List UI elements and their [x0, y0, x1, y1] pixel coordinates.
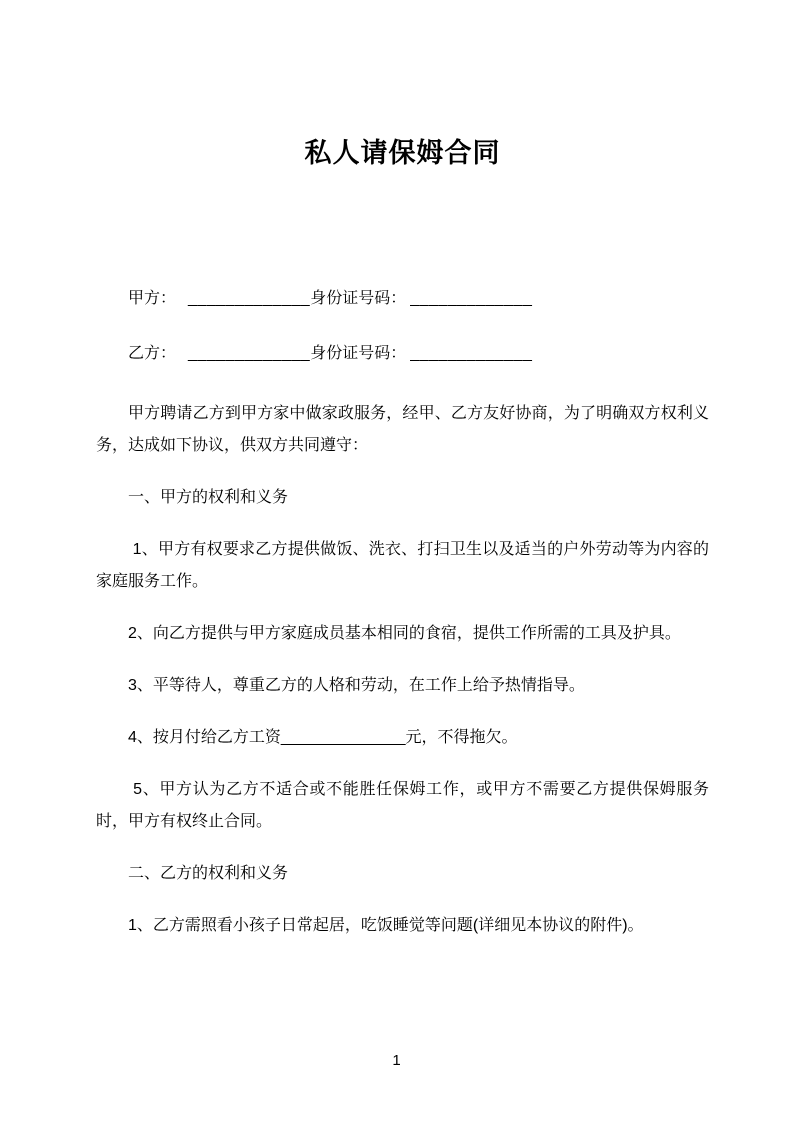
section-1-item-3: 3、平等待人，尊重乙方的人格和劳动，在工作上给予热情指导。 — [128, 677, 585, 694]
section-1-item-1: 1、甲方有权要求乙方提供做饭、洗衣、打扫卫生以及适当的户外劳动等为内容的家庭服务工作。 — [96, 541, 709, 590]
page-number: 1 — [392, 1052, 401, 1069]
party-a-line — [96, 289, 709, 309]
intro-paragraph: 甲方聘请乙方到甲方家中做家政服务，经甲、乙方友好协商，为了明确双方权利义务，达成如下协议，供双方共同遵守： — [96, 405, 709, 454]
party-b-label: 乙方： — [128, 345, 177, 362]
document-title: 私人请保姆合同 — [304, 138, 501, 168]
party-a-id-blank: _____________ — [410, 290, 533, 307]
section-1-item-2: 2、向乙方提供与甲方家庭成员基本相同的食宿，提供工作所需的工具及护具。 — [128, 625, 681, 642]
party-b-name-blank: _____________ — [188, 345, 311, 362]
party-a-id-label: 身份证号码： — [310, 290, 407, 307]
section-2-item-1: 1、乙方需照看小孩子日常起居，吃饭睡觉等问题(详细见本协议的附件)。 — [128, 917, 644, 934]
section-2-heading: 二、乙方的权利和义务 — [128, 865, 289, 882]
section-1-item-4: 4、按月付给乙方工资______________元，不得拖欠。 — [128, 729, 518, 746]
party-b-line — [96, 344, 709, 364]
party-b-id-label: 身份证号码： — [310, 345, 407, 362]
party-a-label: 甲方： — [128, 290, 177, 307]
party-b-id-blank: _____________ — [410, 345, 533, 362]
section-1-item-5: 5、甲方认为乙方不适合或不能胜任保姆工作，或甲方不需要乙方提供保姆服务时，甲方有权终止合同。 — [96, 781, 709, 830]
section-1-heading: 一、甲方的权利和义务 — [128, 489, 289, 506]
party-a-name-blank: _____________ — [188, 290, 311, 307]
